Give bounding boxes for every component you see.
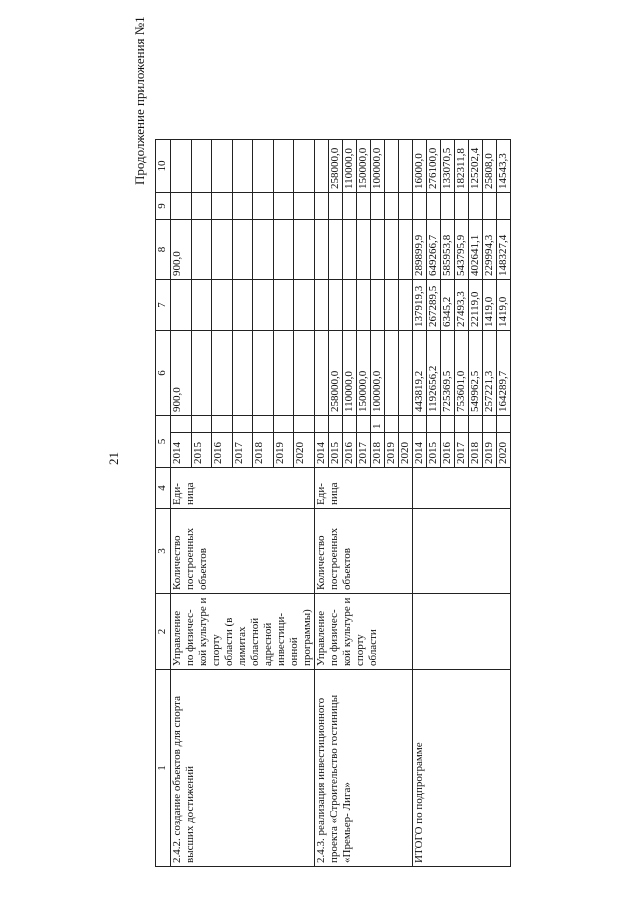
funding-cell-9: [497, 193, 511, 220]
year-cell: 2018: [469, 433, 483, 468]
table-body: [156, 140, 511, 867]
indicator-value-cell: [212, 416, 233, 433]
funding-cell-10: [273, 140, 294, 193]
funding-cell-9: [273, 193, 294, 220]
header-cell-4: 4: [156, 468, 171, 509]
table-row: [171, 140, 192, 867]
responsible-executor-cell: Управление по физичес- кой культуре и спорту области (в лимитах областной адресной инвестици- онной программы): [171, 594, 315, 670]
indicator-value-cell: [483, 416, 497, 433]
item-description-cell: 2.4.3. реализация инвестиционного проекта «Строительство гостиницы «Премьер- Лига»: [315, 670, 413, 867]
funding-cell-10: 25808,0: [483, 140, 497, 193]
year-cell: 2015: [329, 433, 343, 468]
page-number: 21: [106, 452, 121, 465]
funding-cell-8: [315, 220, 329, 280]
total-funding-cell: 110000,0: [343, 331, 357, 416]
funding-cell-7: 27493,3: [455, 280, 469, 331]
year-cell: 2014: [315, 433, 329, 468]
funding-cell-9: [191, 193, 212, 220]
funding-cell-9: [455, 193, 469, 220]
indicator-value-cell: 1: [371, 416, 385, 433]
funding-cell-8: [357, 220, 371, 280]
funding-cell-7: [371, 280, 385, 331]
funding-cell-10: 133070,5: [441, 140, 455, 193]
header-cell-8: 8: [156, 220, 171, 280]
indicator-name-cell: Количество построенных объектов: [315, 509, 413, 594]
funding-cell-10: 276100,0: [427, 140, 441, 193]
table-header-row: [156, 140, 171, 867]
funding-cell-9: [469, 193, 483, 220]
indicator-value-cell: [315, 416, 329, 433]
funding-cell-8: [385, 220, 399, 280]
item-description-cell: 2.4.2. создание объектов для спорта высших достижений: [171, 670, 315, 867]
indicator-value-cell: [469, 416, 483, 433]
unit-cell: Еди- ница: [171, 468, 315, 509]
header-cell-7: 7: [156, 280, 171, 331]
year-cell: 2019: [483, 433, 497, 468]
funding-cell-8: [294, 220, 315, 280]
total-funding-cell: [294, 331, 315, 416]
funding-cell-9: [294, 193, 315, 220]
funding-cell-7: 1419,0: [483, 280, 497, 331]
funding-cell-9: [441, 193, 455, 220]
total-funding-cell: 1192656,2: [427, 331, 441, 416]
indicator-value-cell: [427, 416, 441, 433]
year-cell: 2020: [497, 433, 511, 468]
funding-cell-7: 22119,0: [469, 280, 483, 331]
total-funding-cell: [232, 331, 253, 416]
indicator-value-cell: [399, 416, 413, 433]
funding-cell-8: 585953,8: [441, 220, 455, 280]
funding-cell-8: [371, 220, 385, 280]
year-cell: 2014: [171, 433, 192, 468]
year-cell: 2019: [273, 433, 294, 468]
indicator-value-cell: [253, 416, 274, 433]
header-cell-6: 6: [156, 331, 171, 416]
funding-cell-9: [399, 193, 413, 220]
year-cell: 2019: [385, 433, 399, 468]
program-table: [155, 139, 511, 867]
year-cell: 2016: [212, 433, 233, 468]
year-cell: 2016: [441, 433, 455, 468]
indicator-value-cell: [273, 416, 294, 433]
header-cell-5: 5: [156, 416, 171, 468]
unit-cell: [413, 468, 511, 509]
table-row: [413, 140, 427, 867]
funding-cell-7: [232, 280, 253, 331]
funding-cell-10: [253, 140, 274, 193]
header-cell-9: 9: [156, 193, 171, 220]
total-funding-cell: [399, 331, 413, 416]
total-funding-cell: [315, 331, 329, 416]
item-description-cell: ИТОГО по подпрограмме: [413, 670, 511, 867]
funding-cell-7: 6345,2: [441, 280, 455, 331]
funding-cell-10: 16000,0: [413, 140, 427, 193]
funding-cell-7: [273, 280, 294, 331]
funding-cell-8: 148327,4: [497, 220, 511, 280]
year-cell: 2017: [232, 433, 253, 468]
total-funding-cell: 100000,0: [371, 331, 385, 416]
year-cell: 2015: [427, 433, 441, 468]
funding-cell-10: [294, 140, 315, 193]
indicator-value-cell: [232, 416, 253, 433]
total-funding-cell: 753601,0: [455, 331, 469, 416]
year-cell: 2020: [294, 433, 315, 468]
funding-cell-10: 182311,8: [455, 140, 469, 193]
total-funding-cell: 725369,5: [441, 331, 455, 416]
indicator-value-cell: [413, 416, 427, 433]
year-cell: 2014: [413, 433, 427, 468]
total-funding-cell: 164289,7: [497, 331, 511, 416]
indicator-value-cell: [455, 416, 469, 433]
funding-cell-10: 125202,4: [469, 140, 483, 193]
funding-cell-10: 150000,0: [357, 140, 371, 193]
unit-cell: Еди- ница: [315, 468, 413, 509]
funding-cell-7: [343, 280, 357, 331]
funding-cell-10: 14543,3: [497, 140, 511, 193]
funding-cell-9: [357, 193, 371, 220]
funding-cell-7: [212, 280, 233, 331]
funding-cell-9: [343, 193, 357, 220]
total-funding-cell: [212, 331, 233, 416]
funding-cell-10: [385, 140, 399, 193]
funding-cell-7: [329, 280, 343, 331]
funding-cell-8: [253, 220, 274, 280]
funding-cell-10: [171, 140, 192, 193]
funding-cell-7: [315, 280, 329, 331]
funding-cell-8: [212, 220, 233, 280]
funding-cell-8: 402641,1: [469, 220, 483, 280]
funding-cell-9: [371, 193, 385, 220]
indicator-name-cell: Количество построенных объектов: [171, 509, 315, 594]
funding-cell-7: [253, 280, 274, 331]
funding-cell-8: [329, 220, 343, 280]
funding-cell-9: [253, 193, 274, 220]
funding-cell-8: [343, 220, 357, 280]
total-funding-cell: 549962,5: [469, 331, 483, 416]
indicator-value-cell: [385, 416, 399, 433]
indicator-value-cell: [441, 416, 455, 433]
funding-cell-9: [329, 193, 343, 220]
total-funding-cell: 257221,3: [483, 331, 497, 416]
year-cell: 2018: [371, 433, 385, 468]
total-funding-cell: 900,0: [171, 331, 192, 416]
table-row: [315, 140, 329, 867]
funding-cell-8: 543795,9: [455, 220, 469, 280]
funding-cell-9: [171, 193, 192, 220]
funding-cell-7: [399, 280, 413, 331]
funding-cell-8: 900,0: [171, 220, 192, 280]
funding-cell-9: [212, 193, 233, 220]
year-cell: 2017: [357, 433, 371, 468]
funding-cell-9: [315, 193, 329, 220]
funding-cell-7: [171, 280, 192, 331]
funding-cell-10: [399, 140, 413, 193]
funding-cell-8: [191, 220, 212, 280]
funding-cell-8: [273, 220, 294, 280]
funding-cell-10: [232, 140, 253, 193]
funding-cell-9: [483, 193, 497, 220]
funding-cell-7: [191, 280, 212, 331]
funding-cell-10: 110000,0: [343, 140, 357, 193]
funding-cell-7: 1419,0: [497, 280, 511, 331]
funding-cell-7: 267289,5: [427, 280, 441, 331]
indicator-value-cell: [497, 416, 511, 433]
header-cell-10: 10: [156, 140, 171, 193]
funding-cell-7: [357, 280, 371, 331]
funding-cell-7: 137919,3: [413, 280, 427, 331]
indicator-value-cell: [343, 416, 357, 433]
funding-cell-8: 229994,3: [483, 220, 497, 280]
year-cell: 2020: [399, 433, 413, 468]
funding-cell-10: 258000,0: [329, 140, 343, 193]
funding-cell-9: [232, 193, 253, 220]
total-funding-cell: [253, 331, 274, 416]
funding-cell-10: [212, 140, 233, 193]
total-funding-cell: 443819,2: [413, 331, 427, 416]
header-cell-1: 1: [156, 670, 171, 867]
year-cell: 2016: [343, 433, 357, 468]
indicator-value-cell: [294, 416, 315, 433]
total-funding-cell: 150000,0: [357, 331, 371, 416]
total-funding-cell: [273, 331, 294, 416]
indicator-value-cell: [171, 416, 192, 433]
continuation-label: Продолжение приложения №1: [132, 16, 147, 185]
total-funding-cell: [191, 331, 212, 416]
funding-cell-9: [413, 193, 427, 220]
header-cell-2: 2: [156, 594, 171, 670]
funding-cell-7: [385, 280, 399, 331]
header-cell-3: 3: [156, 509, 171, 594]
funding-cell-9: [385, 193, 399, 220]
total-funding-cell: 258000,0: [329, 331, 343, 416]
funding-cell-8: 289899,9: [413, 220, 427, 280]
year-cell: 2017: [455, 433, 469, 468]
indicator-value-cell: [357, 416, 371, 433]
responsible-executor-cell: Управление по физичес- кой культуре и спорту области: [315, 594, 413, 670]
funding-cell-8: [232, 220, 253, 280]
indicator-value-cell: [329, 416, 343, 433]
funding-cell-8: [399, 220, 413, 280]
funding-cell-10: 100000,0: [371, 140, 385, 193]
total-funding-cell: [385, 331, 399, 416]
indicator-value-cell: [191, 416, 212, 433]
indicator-name-cell: [413, 509, 511, 594]
funding-cell-9: [427, 193, 441, 220]
year-cell: 2018: [253, 433, 274, 468]
funding-cell-7: [294, 280, 315, 331]
responsible-executor-cell: [413, 594, 511, 670]
year-cell: 2015: [191, 433, 212, 468]
funding-cell-8: 649266,7: [427, 220, 441, 280]
funding-cell-10: [191, 140, 212, 193]
funding-cell-10: [315, 140, 329, 193]
